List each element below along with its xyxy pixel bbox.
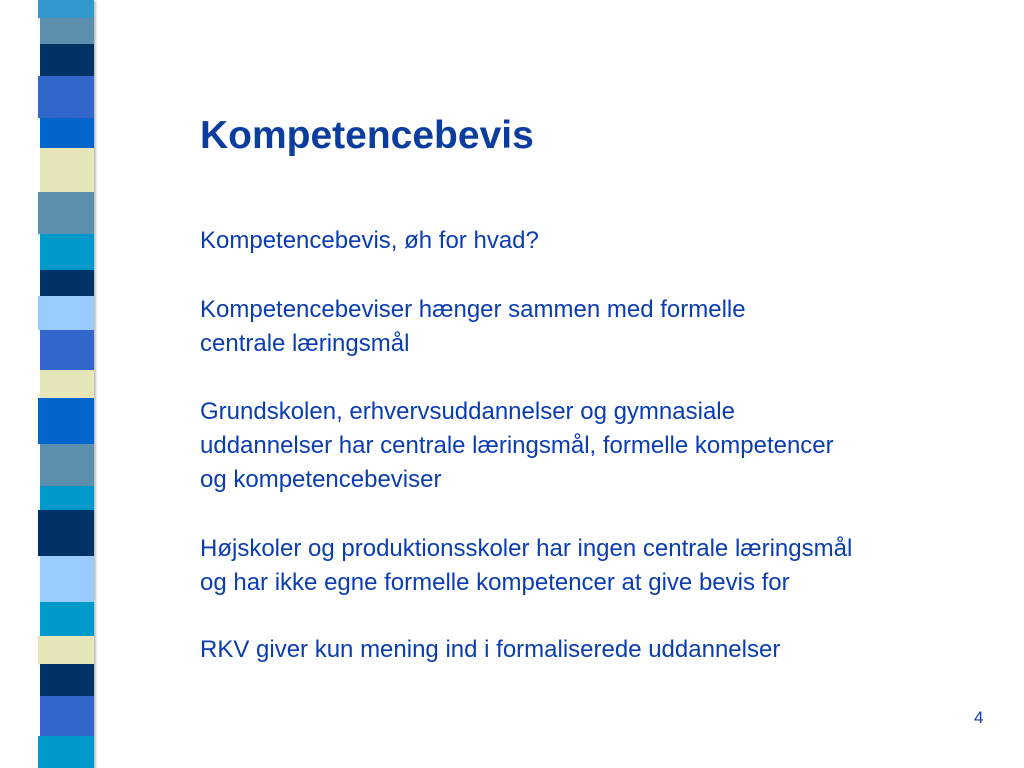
stripe-segment	[40, 696, 94, 736]
body-paragraph	[200, 293, 746, 361]
slide-title: Kompetencebevis	[200, 114, 534, 157]
stripe-segment	[40, 44, 94, 76]
page-number: 4	[974, 708, 984, 727]
stripe-segment	[38, 510, 94, 556]
paragraph-line: og kompetencebeviser	[200, 466, 442, 493]
stripe-segment	[38, 296, 94, 330]
stripe-segment	[38, 0, 94, 18]
stripe-segment	[40, 602, 94, 636]
stripe-segment	[40, 330, 94, 370]
stripe-segment	[40, 118, 94, 148]
body-paragraph	[200, 395, 834, 497]
stripe-segment	[38, 398, 94, 444]
body-paragraph	[200, 532, 852, 600]
stripe-segment	[40, 486, 94, 510]
stripe-segment	[40, 148, 94, 192]
paragraph-line: uddannelser har centrale læringsmål, formelle kompetencer	[200, 432, 834, 459]
stripe-segment	[38, 76, 94, 118]
paragraph-line: Højskoler og produktionsskoler har ingen centrale læringsmål	[200, 535, 853, 562]
stripe-segment	[40, 556, 94, 602]
paragraph-line: RKV giver kun mening ind i formaliserede uddannelser	[200, 636, 781, 663]
stripe-segment	[40, 370, 94, 398]
paragraph-line: og har ikke egne formelle kompetencer at give bevis for	[200, 569, 790, 596]
paragraph-line: centrale læringsmål	[200, 330, 410, 357]
stripe-segment	[40, 270, 94, 296]
paragraph-line: Grundskolen, erhvervsuddannelser og gymnasiale	[200, 398, 735, 425]
stripe-segment	[38, 636, 94, 664]
paragraph-line: Kompetencebeviser hænger sammen med formelle	[200, 296, 746, 323]
stripe-segment	[40, 18, 94, 44]
stripe-segment	[38, 192, 94, 234]
stripe-segment	[40, 234, 94, 270]
body-paragraph	[200, 633, 780, 667]
body-paragraph	[200, 224, 539, 258]
stripe-segment	[40, 444, 94, 486]
decorative-stripe-bar	[28, 0, 102, 768]
stripe-pattern	[28, 0, 102, 768]
paragraph-line: Kompetencebevis, øh for hvad?	[200, 227, 539, 254]
stripe-segment	[38, 736, 94, 768]
stripe-segment	[40, 664, 94, 696]
